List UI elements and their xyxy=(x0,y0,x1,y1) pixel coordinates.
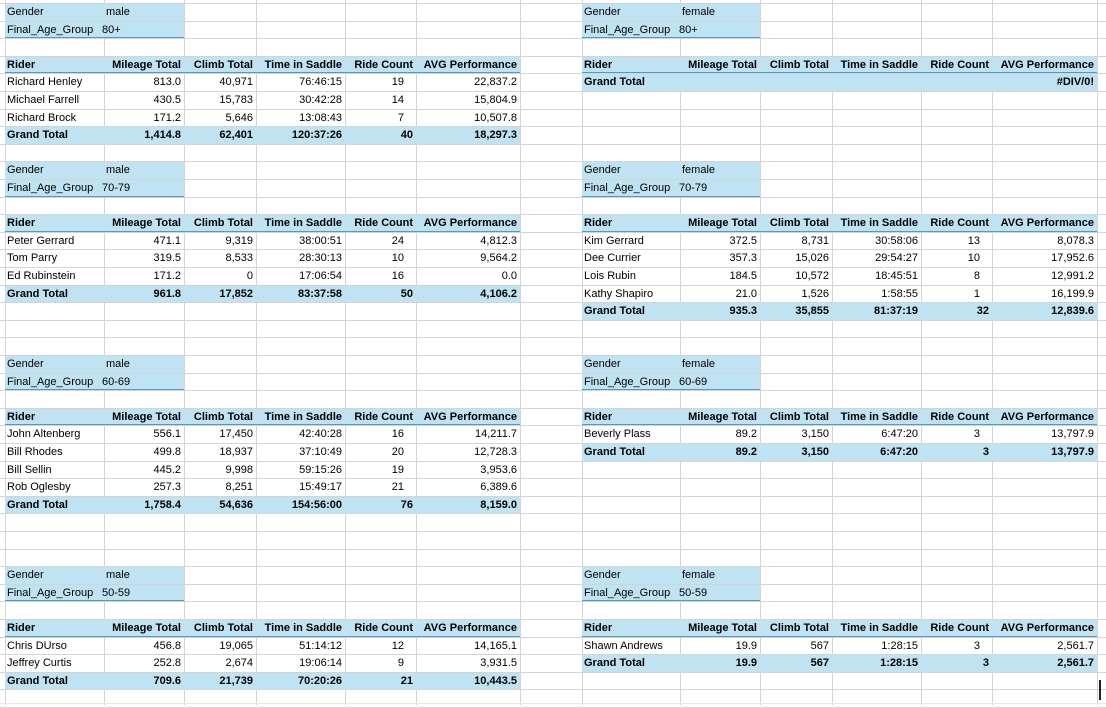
filter-label-age-group[interactable]: Final_Age_Group xyxy=(584,586,671,599)
value-cell[interactable]: 10 xyxy=(391,252,404,265)
filter-label-age-group[interactable]: Final_Age_Group xyxy=(7,375,94,388)
value-cell[interactable]: 15,783 xyxy=(219,94,253,106)
grand-total-value[interactable]: 32 xyxy=(976,305,989,318)
grand-total-value[interactable]: 40 xyxy=(400,129,413,142)
column-header[interactable]: Ride Count xyxy=(354,217,413,230)
value-cell[interactable]: 10,572 xyxy=(795,270,829,282)
value-cell[interactable]: 8,251 xyxy=(225,481,253,494)
rider-name-cell[interactable]: Dee Currier xyxy=(584,252,641,265)
value-cell[interactable]: 430.5 xyxy=(153,94,181,106)
value-cell[interactable]: 6,389.6 xyxy=(480,481,517,494)
column-header[interactable]: Rider xyxy=(7,217,36,230)
value-cell[interactable]: 567 xyxy=(810,639,829,652)
filter-value-age-group[interactable]: 70-79 xyxy=(102,182,131,194)
filter-value-gender[interactable]: male xyxy=(106,569,130,582)
value-cell[interactable]: 357.3 xyxy=(729,252,757,265)
column-header[interactable]: Mileage Total xyxy=(688,622,757,634)
column-header[interactable]: Time in Saddle xyxy=(840,622,918,634)
value-cell[interactable]: 14,211.7 xyxy=(474,428,517,441)
grand-total-label[interactable]: Grand Total xyxy=(584,305,645,318)
value-cell[interactable]: 18:45:51 xyxy=(875,270,918,282)
grid-row-line xyxy=(0,549,1106,550)
value-cell[interactable]: 19:06:14 xyxy=(299,657,342,670)
value-cell[interactable]: 471.1 xyxy=(153,234,181,247)
grand-total-value[interactable]: 13,797.9 xyxy=(1051,446,1094,458)
grand-total-value[interactable]: 18,297.3 xyxy=(474,129,517,142)
grand-total-value[interactable]: 567 xyxy=(810,657,829,670)
value-cell[interactable]: 38:00:51 xyxy=(299,234,342,247)
filter-label-gender[interactable]: Gender xyxy=(584,569,621,582)
text-cursor xyxy=(1099,680,1101,700)
column-header[interactable]: Rider xyxy=(7,410,36,423)
rider-name-cell[interactable]: Ed Rubinstein xyxy=(7,270,76,282)
grand-total-value[interactable]: 50 xyxy=(400,287,413,300)
filter-value-age-group[interactable]: 50-59 xyxy=(102,586,131,599)
grand-total-value[interactable]: 54,636 xyxy=(219,498,253,511)
grand-total-value[interactable]: 12,839.6 xyxy=(1051,305,1094,318)
column-header[interactable]: Time in Saddle xyxy=(840,410,918,423)
grand-total-label[interactable]: Grand Total xyxy=(7,498,68,511)
value-cell[interactable]: 24 xyxy=(391,234,404,247)
column-header[interactable]: Mileage Total xyxy=(112,622,181,634)
grid-column-line xyxy=(1097,0,1098,705)
value-cell[interactable]: 29:54:27 xyxy=(875,252,918,265)
value-cell[interactable]: 8,731 xyxy=(801,234,829,247)
value-cell[interactable]: 12 xyxy=(391,639,404,652)
value-cell[interactable]: 14,165.1 xyxy=(474,639,517,652)
rider-name-cell[interactable]: Bill Rhodes xyxy=(7,446,63,458)
grand-total-value[interactable]: 3 xyxy=(982,657,989,670)
filter-label-age-group[interactable]: Final_Age_Group xyxy=(584,23,671,36)
grid-column-line xyxy=(992,0,993,705)
value-cell[interactable]: 13,797.9 xyxy=(1051,428,1094,441)
value-cell[interactable]: 19,065 xyxy=(219,639,253,652)
rider-name-cell[interactable]: Jeffrey Curtis xyxy=(7,657,72,670)
value-cell[interactable]: 42:40:28 xyxy=(299,428,342,441)
value-cell[interactable]: 17:06:54 xyxy=(299,270,342,282)
value-cell[interactable]: 16 xyxy=(391,270,404,282)
column-header[interactable]: Climb Total xyxy=(193,58,253,71)
column-header[interactable]: Ride Count xyxy=(930,217,989,230)
grand-total-value[interactable]: 81:37:19 xyxy=(873,305,918,318)
value-cell[interactable]: 16,199.9 xyxy=(1051,287,1094,300)
value-cell[interactable]: 3,931.5 xyxy=(480,657,517,670)
filter-label-age-group[interactable]: Final_Age_Group xyxy=(7,182,94,194)
column-header[interactable]: Time in Saddle xyxy=(264,217,342,230)
filter-value-age-group[interactable]: 60-69 xyxy=(679,375,708,388)
value-cell[interactable]: 7 xyxy=(397,111,404,124)
filter-label-age-group[interactable]: Final_Age_Group xyxy=(7,23,94,36)
filter-value-age-group[interactable]: 80+ xyxy=(679,23,698,36)
grid-column-line xyxy=(760,0,761,705)
value-cell[interactable]: 40,971 xyxy=(219,76,253,89)
column-header[interactable]: Time in Saddle xyxy=(840,217,918,230)
column-header[interactable]: AVG Performance xyxy=(1000,58,1094,71)
grid-column-line xyxy=(832,0,833,705)
value-cell[interactable]: 76:46:15 xyxy=(299,76,342,89)
column-header[interactable]: Time in Saddle xyxy=(840,58,918,71)
value-cell[interactable]: 3 xyxy=(973,428,980,441)
filter-value-age-group[interactable]: 70-79 xyxy=(679,182,708,194)
value-cell[interactable]: 22,837.2 xyxy=(474,76,517,89)
value-cell[interactable]: 59:15:26 xyxy=(299,463,342,476)
column-header[interactable]: Ride Count xyxy=(354,622,413,634)
column-header[interactable]: AVG Performance xyxy=(1000,217,1094,230)
column-header[interactable]: Climb Total xyxy=(769,217,829,230)
grand-total-value[interactable]: 19.9 xyxy=(735,657,757,670)
filter-label-age-group[interactable]: Final_Age_Group xyxy=(584,375,671,388)
grand-total-value[interactable]: 3,150 xyxy=(801,446,829,458)
filter-value-gender[interactable]: male xyxy=(106,6,130,18)
value-cell[interactable]: 319.5 xyxy=(153,252,181,265)
filter-value-gender[interactable]: female xyxy=(682,6,716,18)
value-cell[interactable]: 813.0 xyxy=(153,76,181,89)
value-cell[interactable]: 8 xyxy=(973,270,980,282)
value-cell[interactable]: 8,533 xyxy=(225,252,253,265)
value-cell[interactable]: 28:30:13 xyxy=(299,252,342,265)
value-cell[interactable]: 17,952.6 xyxy=(1051,252,1094,265)
value-cell[interactable]: 0 xyxy=(246,270,253,282)
grand-total-value[interactable]: 961.8 xyxy=(153,287,181,300)
rider-name-cell[interactable]: John Altenberg xyxy=(7,428,81,441)
column-header[interactable]: Climb Total xyxy=(769,58,829,71)
value-cell[interactable]: 0.0 xyxy=(501,270,517,282)
value-cell[interactable]: 12,728.3 xyxy=(474,446,517,458)
value-cell[interactable]: 15,026 xyxy=(795,252,829,265)
grand-total-value[interactable] xyxy=(680,74,760,91)
value-cell[interactable]: 89.2 xyxy=(735,428,757,441)
grid-row-line xyxy=(0,337,1106,338)
column-header[interactable]: Rider xyxy=(584,410,613,423)
rider-name-cell[interactable]: Bill Sellin xyxy=(7,463,52,476)
filter-label-gender[interactable]: Gender xyxy=(7,6,44,18)
value-cell[interactable]: 445.2 xyxy=(153,463,181,476)
grand-total-value[interactable] xyxy=(832,74,921,91)
value-cell[interactable]: 17,450 xyxy=(219,428,253,441)
filter-value-gender[interactable]: female xyxy=(682,569,716,582)
filter-value-gender[interactable]: male xyxy=(106,164,130,177)
column-header[interactable]: Mileage Total xyxy=(112,58,181,71)
grand-total-value[interactable]: 21,739 xyxy=(219,674,253,687)
grand-total-value[interactable]: 935.3 xyxy=(729,305,757,318)
grand-total-value[interactable]: 21 xyxy=(400,674,413,687)
grand-total-value[interactable]: 1:28:15 xyxy=(880,657,918,670)
grand-total-label[interactable]: Grand Total xyxy=(7,129,68,142)
grand-total-value[interactable] xyxy=(760,74,832,91)
grand-total-value[interactable]: 120:37:26 xyxy=(291,129,342,142)
value-cell[interactable]: 12,991.2 xyxy=(1051,270,1094,282)
filter-value-age-group[interactable]: 60-69 xyxy=(102,375,131,388)
value-cell[interactable]: 15:49:17 xyxy=(299,481,342,494)
value-cell[interactable]: 2,674 xyxy=(225,657,253,670)
value-cell[interactable]: 499.8 xyxy=(153,446,181,458)
value-cell[interactable]: 19.9 xyxy=(735,639,757,652)
value-cell[interactable]: 1:28:15 xyxy=(881,639,918,652)
grand-total-value[interactable]: 70:20:26 xyxy=(297,674,342,687)
grand-total-label[interactable]: Grand Total xyxy=(7,287,68,300)
value-cell[interactable]: 1:58:55 xyxy=(881,287,918,300)
grand-total-value[interactable]: 8,159.0 xyxy=(480,498,517,511)
grand-total-label[interactable]: Grand Total xyxy=(584,657,645,670)
value-cell[interactable]: 3 xyxy=(973,639,980,652)
filter-value-age-group[interactable]: 50-59 xyxy=(679,586,708,599)
column-header[interactable]: Time in Saddle xyxy=(264,58,342,71)
filter-label-gender[interactable]: Gender xyxy=(7,358,44,370)
grid-column-line xyxy=(520,0,521,705)
value-cell[interactable]: 456.8 xyxy=(153,639,181,652)
filter-label-gender[interactable]: Gender xyxy=(584,6,621,18)
grand-total-value[interactable]: #DIV/0! xyxy=(1056,76,1094,89)
value-cell[interactable]: 19 xyxy=(391,76,404,89)
column-header[interactable]: Ride Count xyxy=(930,410,989,423)
grand-total-value[interactable]: 709.6 xyxy=(153,674,181,687)
column-header[interactable]: Climb Total xyxy=(193,217,253,230)
value-cell[interactable]: 3,150 xyxy=(801,428,829,441)
column-header[interactable]: Ride Count xyxy=(354,410,413,423)
value-cell[interactable]: 9,998 xyxy=(225,463,253,476)
grand-total-value[interactable]: 17,852 xyxy=(219,287,253,300)
grand-total-value[interactable]: 4,106.2 xyxy=(480,287,517,300)
filter-value-gender[interactable]: female xyxy=(682,164,716,177)
filter-value-gender[interactable]: female xyxy=(682,358,716,370)
value-cell[interactable]: 9,564.2 xyxy=(480,252,517,265)
column-header[interactable]: Rider xyxy=(584,58,613,71)
column-header[interactable]: Ride Count xyxy=(930,622,989,634)
column-header[interactable]: Time in Saddle xyxy=(264,622,342,634)
rider-name-cell[interactable]: Shawn Andrews xyxy=(584,639,663,652)
filter-label-gender[interactable]: Gender xyxy=(584,358,621,370)
grand-total-value[interactable]: 154:56:00 xyxy=(291,498,342,511)
value-cell[interactable]: 37:10:49 xyxy=(299,446,342,458)
filter-label-age-group[interactable]: Final_Age_Group xyxy=(7,586,94,599)
grand-total-value[interactable]: 62,401 xyxy=(219,129,253,142)
value-cell[interactable]: 9,319 xyxy=(225,234,253,247)
value-cell[interactable]: 14 xyxy=(391,94,404,106)
value-cell[interactable]: 30:58:06 xyxy=(875,234,918,247)
value-cell[interactable]: 252.8 xyxy=(153,657,181,670)
filter-label-gender[interactable]: Gender xyxy=(7,569,44,582)
value-cell[interactable]: 13:08:43 xyxy=(299,111,342,124)
column-header[interactable]: AVG Performance xyxy=(423,410,517,423)
column-header[interactable]: Mileage Total xyxy=(112,410,181,423)
value-cell[interactable]: 18,937 xyxy=(219,446,253,458)
value-cell[interactable]: 171.2 xyxy=(153,111,181,124)
rider-name-cell[interactable]: Michael Farrell xyxy=(7,94,80,106)
grand-total-value[interactable]: 35,855 xyxy=(795,305,829,318)
column-header[interactable]: Mileage Total xyxy=(112,217,181,230)
value-cell[interactable]: 1,526 xyxy=(801,287,829,300)
rider-name-cell[interactable]: Chris DUrso xyxy=(7,639,67,652)
value-cell[interactable]: 15,804.9 xyxy=(474,94,517,106)
column-header[interactable]: Time in Saddle xyxy=(264,410,342,423)
filter-label-gender[interactable]: Gender xyxy=(584,164,621,177)
grand-total-value[interactable]: 83:37:58 xyxy=(297,287,342,300)
column-header[interactable]: Climb Total xyxy=(193,410,253,423)
grand-total-value[interactable] xyxy=(921,74,992,91)
value-cell[interactable]: 8,078.3 xyxy=(1057,234,1094,247)
rider-name-cell[interactable]: Tom Parry xyxy=(7,252,58,265)
filter-value-age-group[interactable]: 80+ xyxy=(102,23,121,36)
column-header[interactable]: Rider xyxy=(584,217,613,230)
value-cell[interactable]: 9 xyxy=(397,657,404,670)
rider-name-cell[interactable]: Richard Henley xyxy=(7,76,83,89)
rider-name-cell[interactable]: Kathy Shapiro xyxy=(584,287,654,300)
column-header[interactable]: Mileage Total xyxy=(688,217,757,230)
column-header[interactable]: AVG Performance xyxy=(423,58,517,71)
value-cell[interactable]: 556.1 xyxy=(153,428,181,441)
value-cell[interactable]: 184.5 xyxy=(729,270,757,282)
column-header[interactable]: Rider xyxy=(7,58,36,71)
column-header[interactable]: Ride Count xyxy=(930,58,989,71)
grand-total-value[interactable]: 6:47:20 xyxy=(880,446,918,458)
value-cell[interactable]: 10 xyxy=(967,252,980,265)
rider-name-cell[interactable]: Kim Gerrard xyxy=(584,234,644,247)
value-cell[interactable]: 372.5 xyxy=(729,234,757,247)
column-header[interactable]: AVG Performance xyxy=(423,217,517,230)
value-cell[interactable]: 3,953.6 xyxy=(480,463,517,476)
column-header[interactable]: Rider xyxy=(7,622,36,634)
value-cell[interactable]: 30:42:28 xyxy=(299,94,342,106)
value-cell[interactable]: 20 xyxy=(391,446,404,458)
rider-name-cell[interactable]: Richard Brock xyxy=(7,111,77,124)
value-cell[interactable]: 5,646 xyxy=(225,111,253,124)
column-header[interactable]: Mileage Total xyxy=(688,410,757,423)
rider-name-cell[interactable]: Rob Oglesby xyxy=(7,481,71,494)
value-cell[interactable]: 19 xyxy=(391,463,404,476)
filter-label-gender[interactable]: Gender xyxy=(7,164,44,177)
value-cell[interactable]: 16 xyxy=(391,428,404,441)
value-cell[interactable]: 6:47:20 xyxy=(881,428,918,441)
column-header[interactable]: Climb Total xyxy=(769,622,829,634)
bottom-edge xyxy=(0,703,1106,704)
grand-total-label[interactable]: Grand Total xyxy=(584,76,645,89)
column-header[interactable]: Ride Count xyxy=(354,58,413,71)
grand-total-value[interactable]: 10,443.5 xyxy=(474,674,517,687)
grand-total-label[interactable]: Grand Total xyxy=(7,674,68,687)
rider-name-cell[interactable]: Beverly Plass xyxy=(584,428,651,441)
grand-total-value[interactable]: 3 xyxy=(982,446,989,458)
value-cell[interactable]: 21.0 xyxy=(735,287,757,300)
value-cell[interactable]: 171.2 xyxy=(153,270,181,282)
grand-total-label[interactable]: Grand Total xyxy=(584,446,645,458)
column-header[interactable]: AVG Performance xyxy=(1000,410,1094,423)
rider-name-cell[interactable]: Peter Gerrard xyxy=(7,234,75,247)
grand-total-value[interactable]: 2,561.7 xyxy=(1057,657,1094,670)
value-cell[interactable]: 21 xyxy=(391,481,404,494)
grid-column-line xyxy=(921,0,922,705)
grid-row-line xyxy=(0,531,1106,532)
grand-total-value[interactable]: 89.2 xyxy=(735,446,757,458)
grand-total-value[interactable]: 1,414.8 xyxy=(144,129,181,142)
value-cell[interactable]: 1 xyxy=(973,287,980,300)
filter-label-age-group[interactable]: Final_Age_Group xyxy=(584,182,671,194)
column-header[interactable]: Climb Total xyxy=(769,410,829,423)
value-cell[interactable]: 10,507.8 xyxy=(474,111,517,124)
column-header[interactable]: AVG Performance xyxy=(1000,622,1094,634)
column-header[interactable]: Rider xyxy=(584,622,613,634)
value-cell[interactable]: 2,561.7 xyxy=(1057,639,1094,652)
value-cell[interactable]: 13 xyxy=(967,234,980,247)
rider-name-cell[interactable]: Lois Rubin xyxy=(584,270,636,282)
grand-total-value[interactable]: 76 xyxy=(400,498,413,511)
value-cell[interactable]: 51:14:12 xyxy=(299,639,342,652)
filter-value-gender[interactable]: male xyxy=(106,358,130,370)
column-header[interactable]: Mileage Total xyxy=(688,58,757,71)
grand-total-value[interactable]: 1,758.4 xyxy=(144,498,181,511)
column-header[interactable]: Climb Total xyxy=(193,622,253,634)
value-cell[interactable]: 257.3 xyxy=(153,481,181,494)
column-header[interactable]: AVG Performance xyxy=(423,622,517,634)
value-cell[interactable]: 4,812.3 xyxy=(480,234,517,247)
